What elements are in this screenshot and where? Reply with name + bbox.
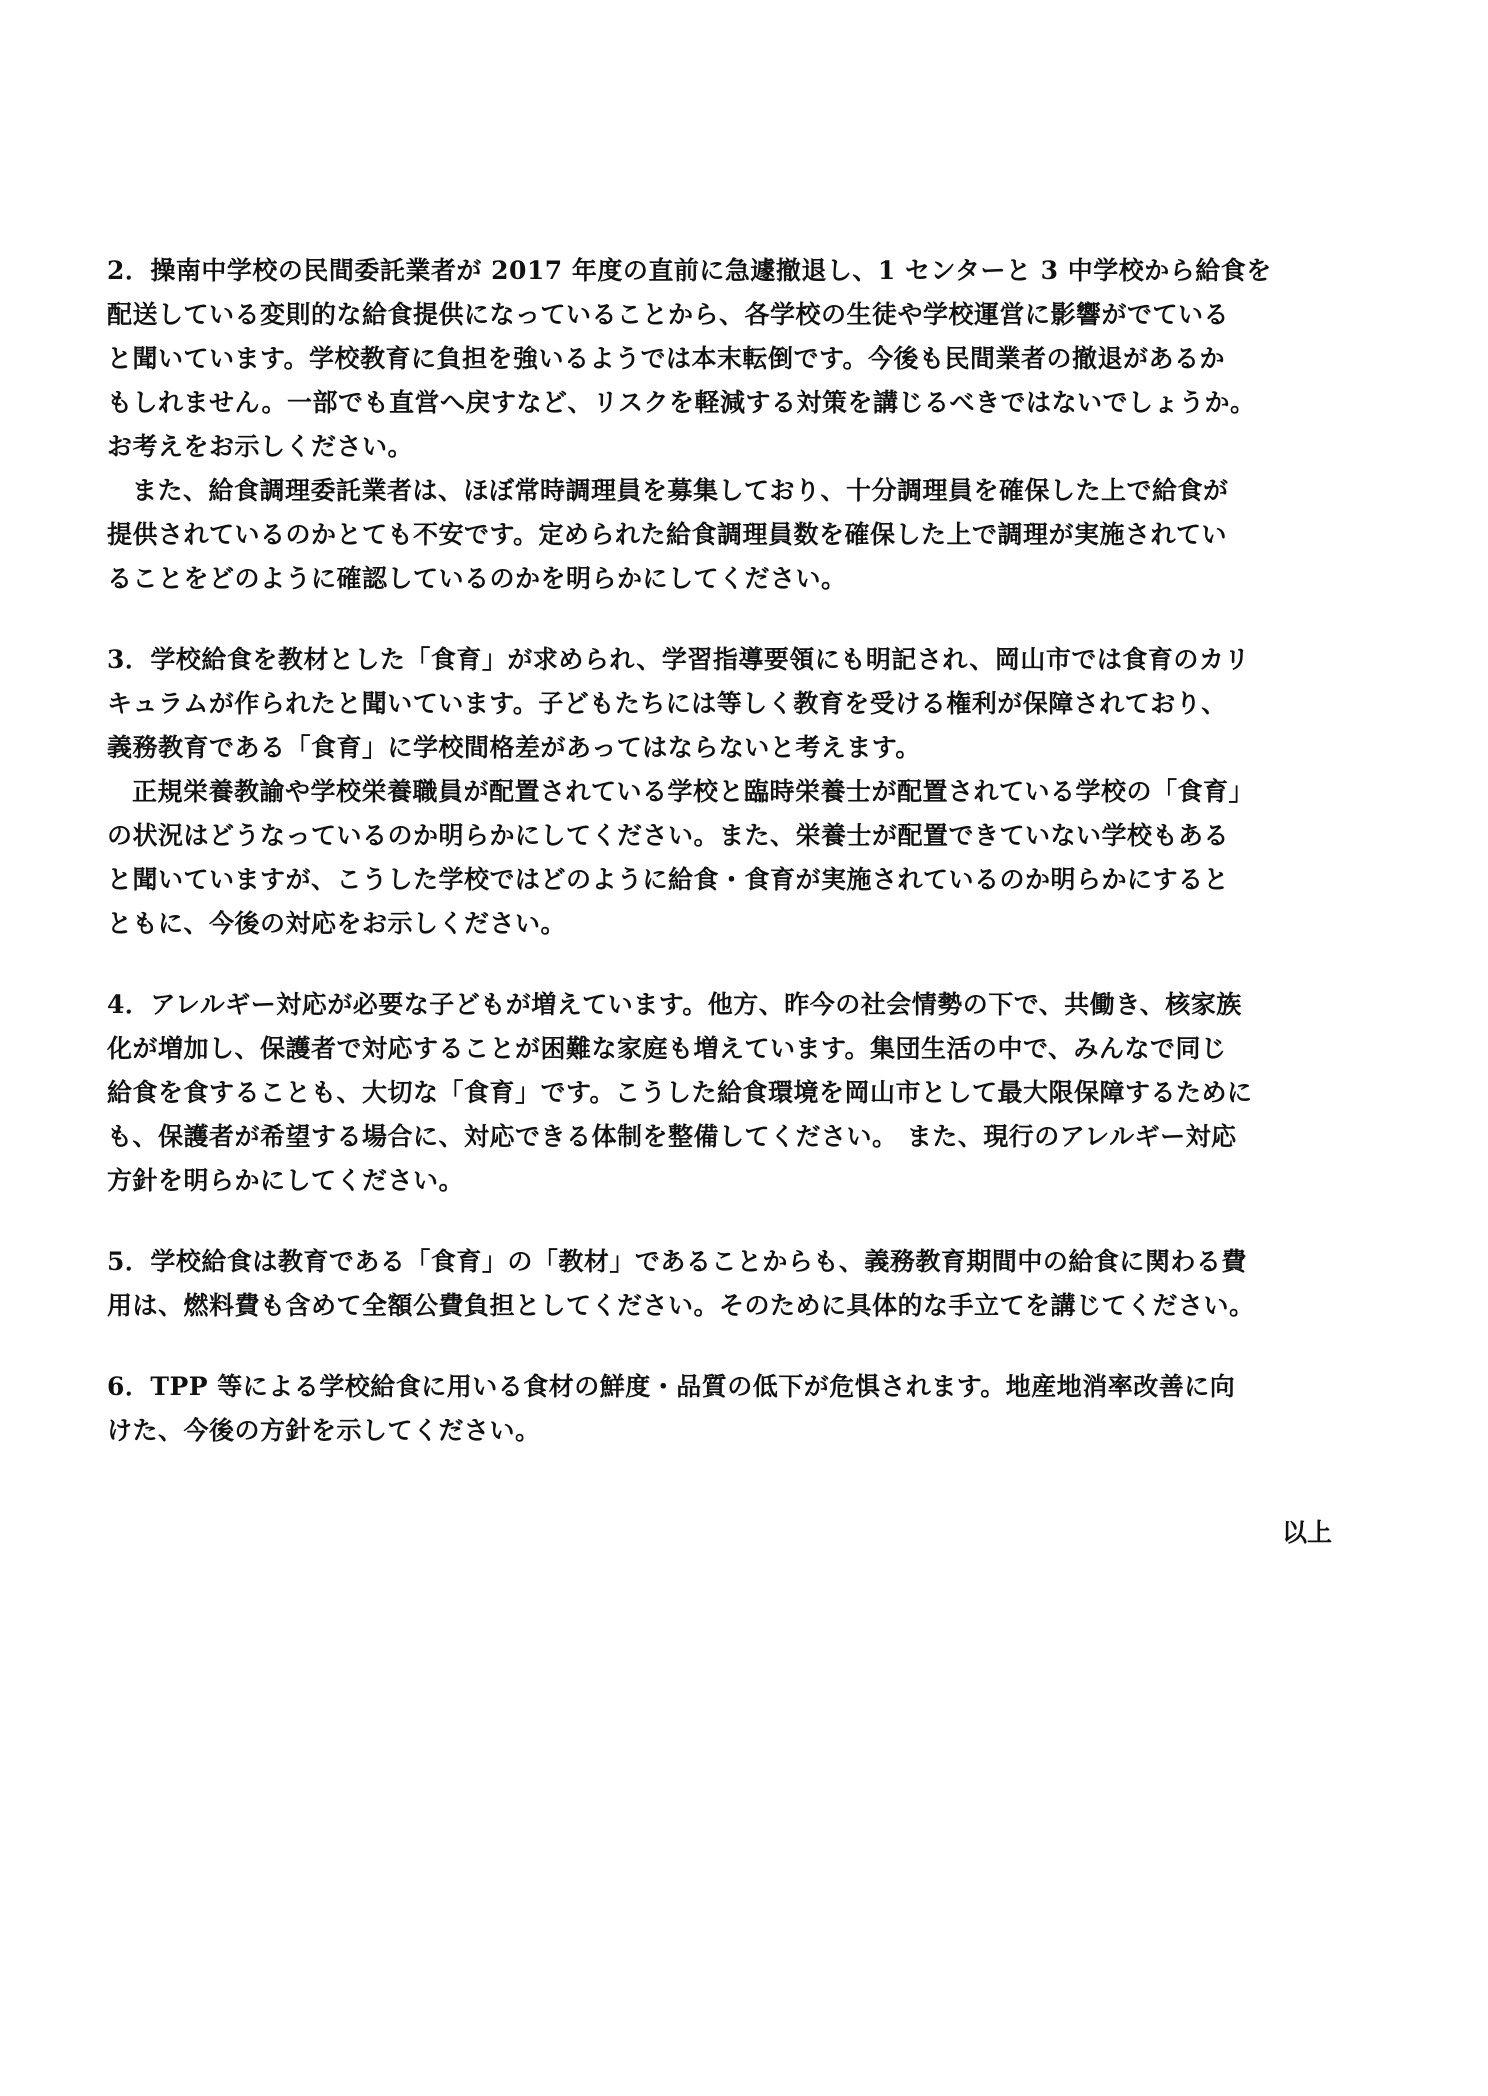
item-4-line-5: 方針を明らかにしてください。 xyxy=(107,1166,465,1195)
item-5 xyxy=(107,1240,1332,1328)
item-2-line-6: また、給食調理委託業者は、ほぼ常時調理員を募集しており、十分調理員を確保した上で給食が xyxy=(132,476,1229,505)
item-6 xyxy=(107,1365,1332,1453)
item-3-line-6: と聞いていますが、こうした学校ではどのように給食・食育が実施されているのか明らかにすると xyxy=(107,865,1230,894)
item-5-line-2: 用は、燃料費も含めて全額公費負担としてください。そのために具体的な手立てを講じてください。 xyxy=(107,1291,1255,1320)
item-3-line-1: 3．学校給食を教材とした「食育」が求められ、学習指導要領にも明記され、岡山市では食育のカリ xyxy=(107,645,1250,674)
item-3-line-7: ともに、今後の対応をお示しください。 xyxy=(107,909,567,938)
item-2-line-4: もしれません。一部でも直営へ戻すなど、リスクを軽減する対策を講じるべきではないでしょうか。 xyxy=(107,388,1256,417)
item-4-line-2: 化が増加し、保護者で対応することが困難な家庭も増えています。集団生活の中で、みんなで同じ xyxy=(107,1034,1227,1063)
item-4-line-3: 給食を食することも、大切な「食育」です。こうした給食環境を岡山市として最大限保障するために xyxy=(107,1078,1253,1107)
item-4-line-4: も、保護者が希望する場合に、対応できる体制を整備してください。 また、現行のアレルギー対応 xyxy=(107,1122,1237,1151)
item-6-line-2: けた、今後の方針を示してください。 xyxy=(107,1416,541,1445)
item-2-line-1: 2．操南中学校の民間委託業者が 2017 年度の直前に急遽撤退し、1 センターと 3 中学校から給食を xyxy=(107,256,1272,285)
item-2-line-2: 配送している変則的な給食提供になっていることから、各学校の生徒や学校運営に影響がでている xyxy=(107,300,1230,329)
item-3-line-5: の状況はどうなっているのか明らかにしてください。また、栄養士が配置できていない学校もある xyxy=(107,821,1230,850)
item-2-line-8: ることをどのように確認しているのかを明らかにしてください。 xyxy=(107,564,847,593)
item-5-line-1: 5．学校給食は教育である「食育」の「教材」であることからも、義務教育期間中の給食に関わる費 xyxy=(107,1247,1247,1276)
item-2 xyxy=(107,249,1332,601)
item-2-line-7: 提供されているのかとても不安です。定められた給食調理員数を確保した上で調理が実施されてい xyxy=(107,520,1228,549)
item-4-line-1: 4．アレルギー対応が必要な子どもが増えています。他方、昨今の社会情勢の下で、共働き、核家族 xyxy=(107,990,1242,1019)
item-6-line-1: 6．TPP 等による学校給食に用いる食材の鮮度・品質の低下が危惧されます。地産地消率改善に向 xyxy=(107,1372,1236,1401)
item-4 xyxy=(107,983,1332,1203)
item-3-line-4: 正規栄養教諭や学校栄養職員が配置されている学校と臨時栄養士が配置されている学校の「食育」 xyxy=(132,777,1255,806)
item-3 xyxy=(107,638,1332,946)
item-2-line-3: と聞いています。学校教育に負担を強いるようでは本末転倒です。今後も民間業者の撤退があるか xyxy=(107,344,1226,373)
item-3-line-3: 義務教育である「食育」に学校間格差があってはならないと考えます。 xyxy=(107,733,921,762)
document-body xyxy=(107,249,1332,1490)
closing-mark: 以上 xyxy=(1281,1518,1332,1547)
item-3-line-2: キュラムが作られたと聞いています。子どもたちには等しく教育を受ける権利が保障されており、 xyxy=(107,689,1227,718)
item-2-line-5: お考えをお示しください。 xyxy=(107,432,414,461)
